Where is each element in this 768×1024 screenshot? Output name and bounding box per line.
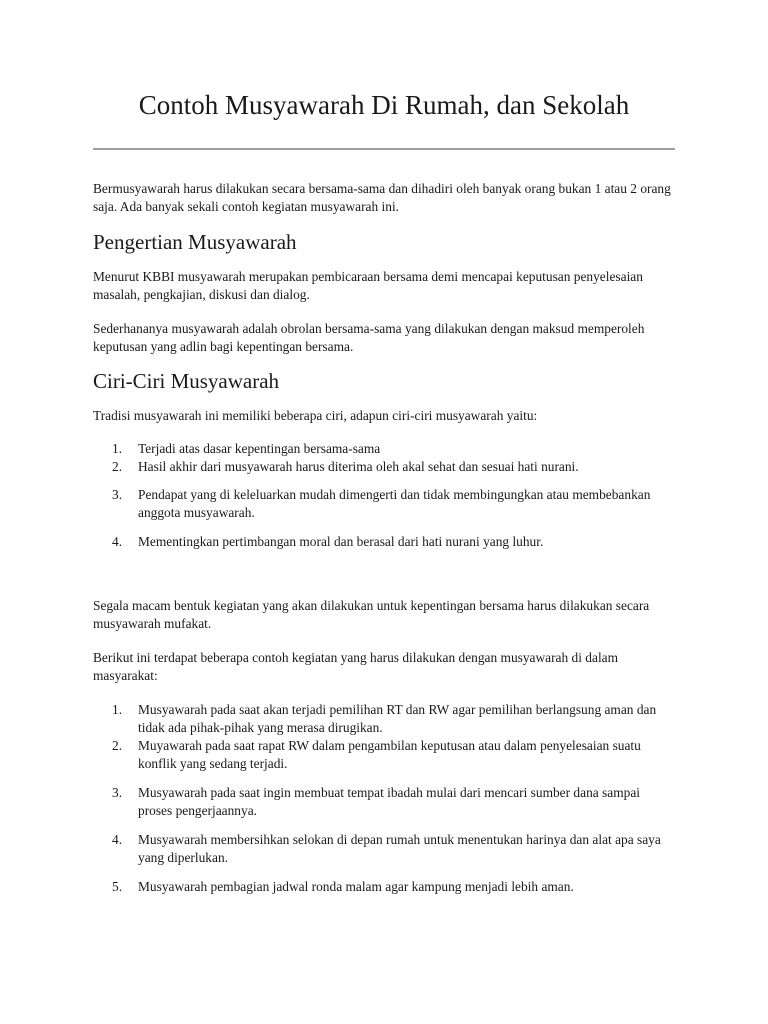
pengertian-paragraph-1: Menurut KBBI musyawarah merupakan pembicaraan bersama demi mencapai keputusan penyelesaian masalah, pengkajian, diskusi dan dialog. — [93, 269, 643, 302]
list-number: 1. — [112, 702, 123, 717]
ciri-lead-paragraph: Tradisi musyawarah ini memiliki beberapa ciri, adapun ciri-ciri musyawarah yaitu: — [93, 408, 538, 423]
list-number: 3. — [112, 487, 123, 502]
intro-paragraph: Bermusyawarah harus dilakukan secara bersama-sama dan dihadiri oleh banyak orang bukan 1 atau 2 orang saja. Ada banyak sekali contoh kegiatan musyawarah ini. — [93, 181, 671, 214]
list-item — [112, 701, 675, 737]
berikut-paragraph: Berikut ini terdapat beberapa contoh kegiatan yang harus dilakukan dengan musyawarah di dalam masyarakat: — [93, 650, 619, 683]
list-number: 4. — [112, 832, 123, 847]
list-item — [112, 784, 675, 820]
heading-pengertian: Pengertian Musyawarah — [93, 230, 297, 254]
title-divider — [93, 148, 675, 150]
list-text: Musyawarah pembagian jadwal ronda malam agar kampung menjadi lebih aman. — [138, 879, 574, 894]
list-text: Musyawarah pada saat ingin membuat tempat ibadah mulai dari mencari sumber dana sampai proses pengerjaannya. — [138, 785, 640, 818]
list-text: Musyawarah pada saat akan terjadi pemilihan RT dan RW agar pemilihan berlangsung aman dan tidak ada pihak-pihak yang merasa dirugikan. — [138, 702, 657, 735]
list-item — [112, 831, 675, 867]
list-number: 5. — [112, 879, 123, 894]
page-title: Contoh Musyawarah Di Rumah, dan Sekolah — [138, 90, 630, 120]
list-item — [112, 737, 675, 773]
list-text: Muyawarah pada saat rapat RW dalam pengambilan keputusan atau dalam penyelesaian suatu konflik yang sedang terjadi. — [138, 738, 641, 771]
list-text: Musyawarah membersihkan selokan di depan rumah untuk menentukan harinya dan alat apa saya yang diperlukan. — [138, 832, 661, 865]
list-number: 2. — [112, 459, 123, 474]
list-number: 1. — [112, 441, 123, 456]
list-item — [112, 458, 675, 476]
list-item — [112, 486, 675, 522]
list-item — [112, 533, 675, 551]
list-text: Mementingkan pertimbangan moral dan berasal dari hati nurani yang luhur. — [138, 534, 544, 549]
list-text: Hasil akhir dari musyawarah harus diterima oleh akal sehat dan sesuai hati nurani. — [138, 459, 579, 474]
segala-paragraph: Segala macam bentuk kegiatan yang akan dilakukan untuk kepentingan bersama harus dilakukan secara musyawarah mufakat. — [93, 598, 650, 631]
list-number: 3. — [112, 785, 123, 800]
heading-ciri-ciri: Ciri-Ciri Musyawarah — [93, 369, 280, 393]
list-number: 4. — [112, 534, 123, 549]
list-number: 2. — [112, 738, 123, 753]
list-item — [112, 878, 675, 896]
list-text: Pendapat yang di keleluarkan mudah dimengerti dan tidak membingungkan atau membebankan anggota musyawarah. — [138, 487, 651, 520]
list-item — [112, 440, 675, 458]
contoh-list — [93, 701, 675, 896]
document-page — [93, 88, 675, 896]
ciri-list — [93, 440, 675, 551]
pengertian-paragraph-2: Sederhananya musyawarah adalah obrolan bersama-sama yang dilakukan dengan maksud memperoleh keputusan yang adlin bagi kepentingan bersama. — [93, 321, 645, 354]
list-text: Terjadi atas dasar kepentingan bersama-sama — [138, 441, 381, 456]
